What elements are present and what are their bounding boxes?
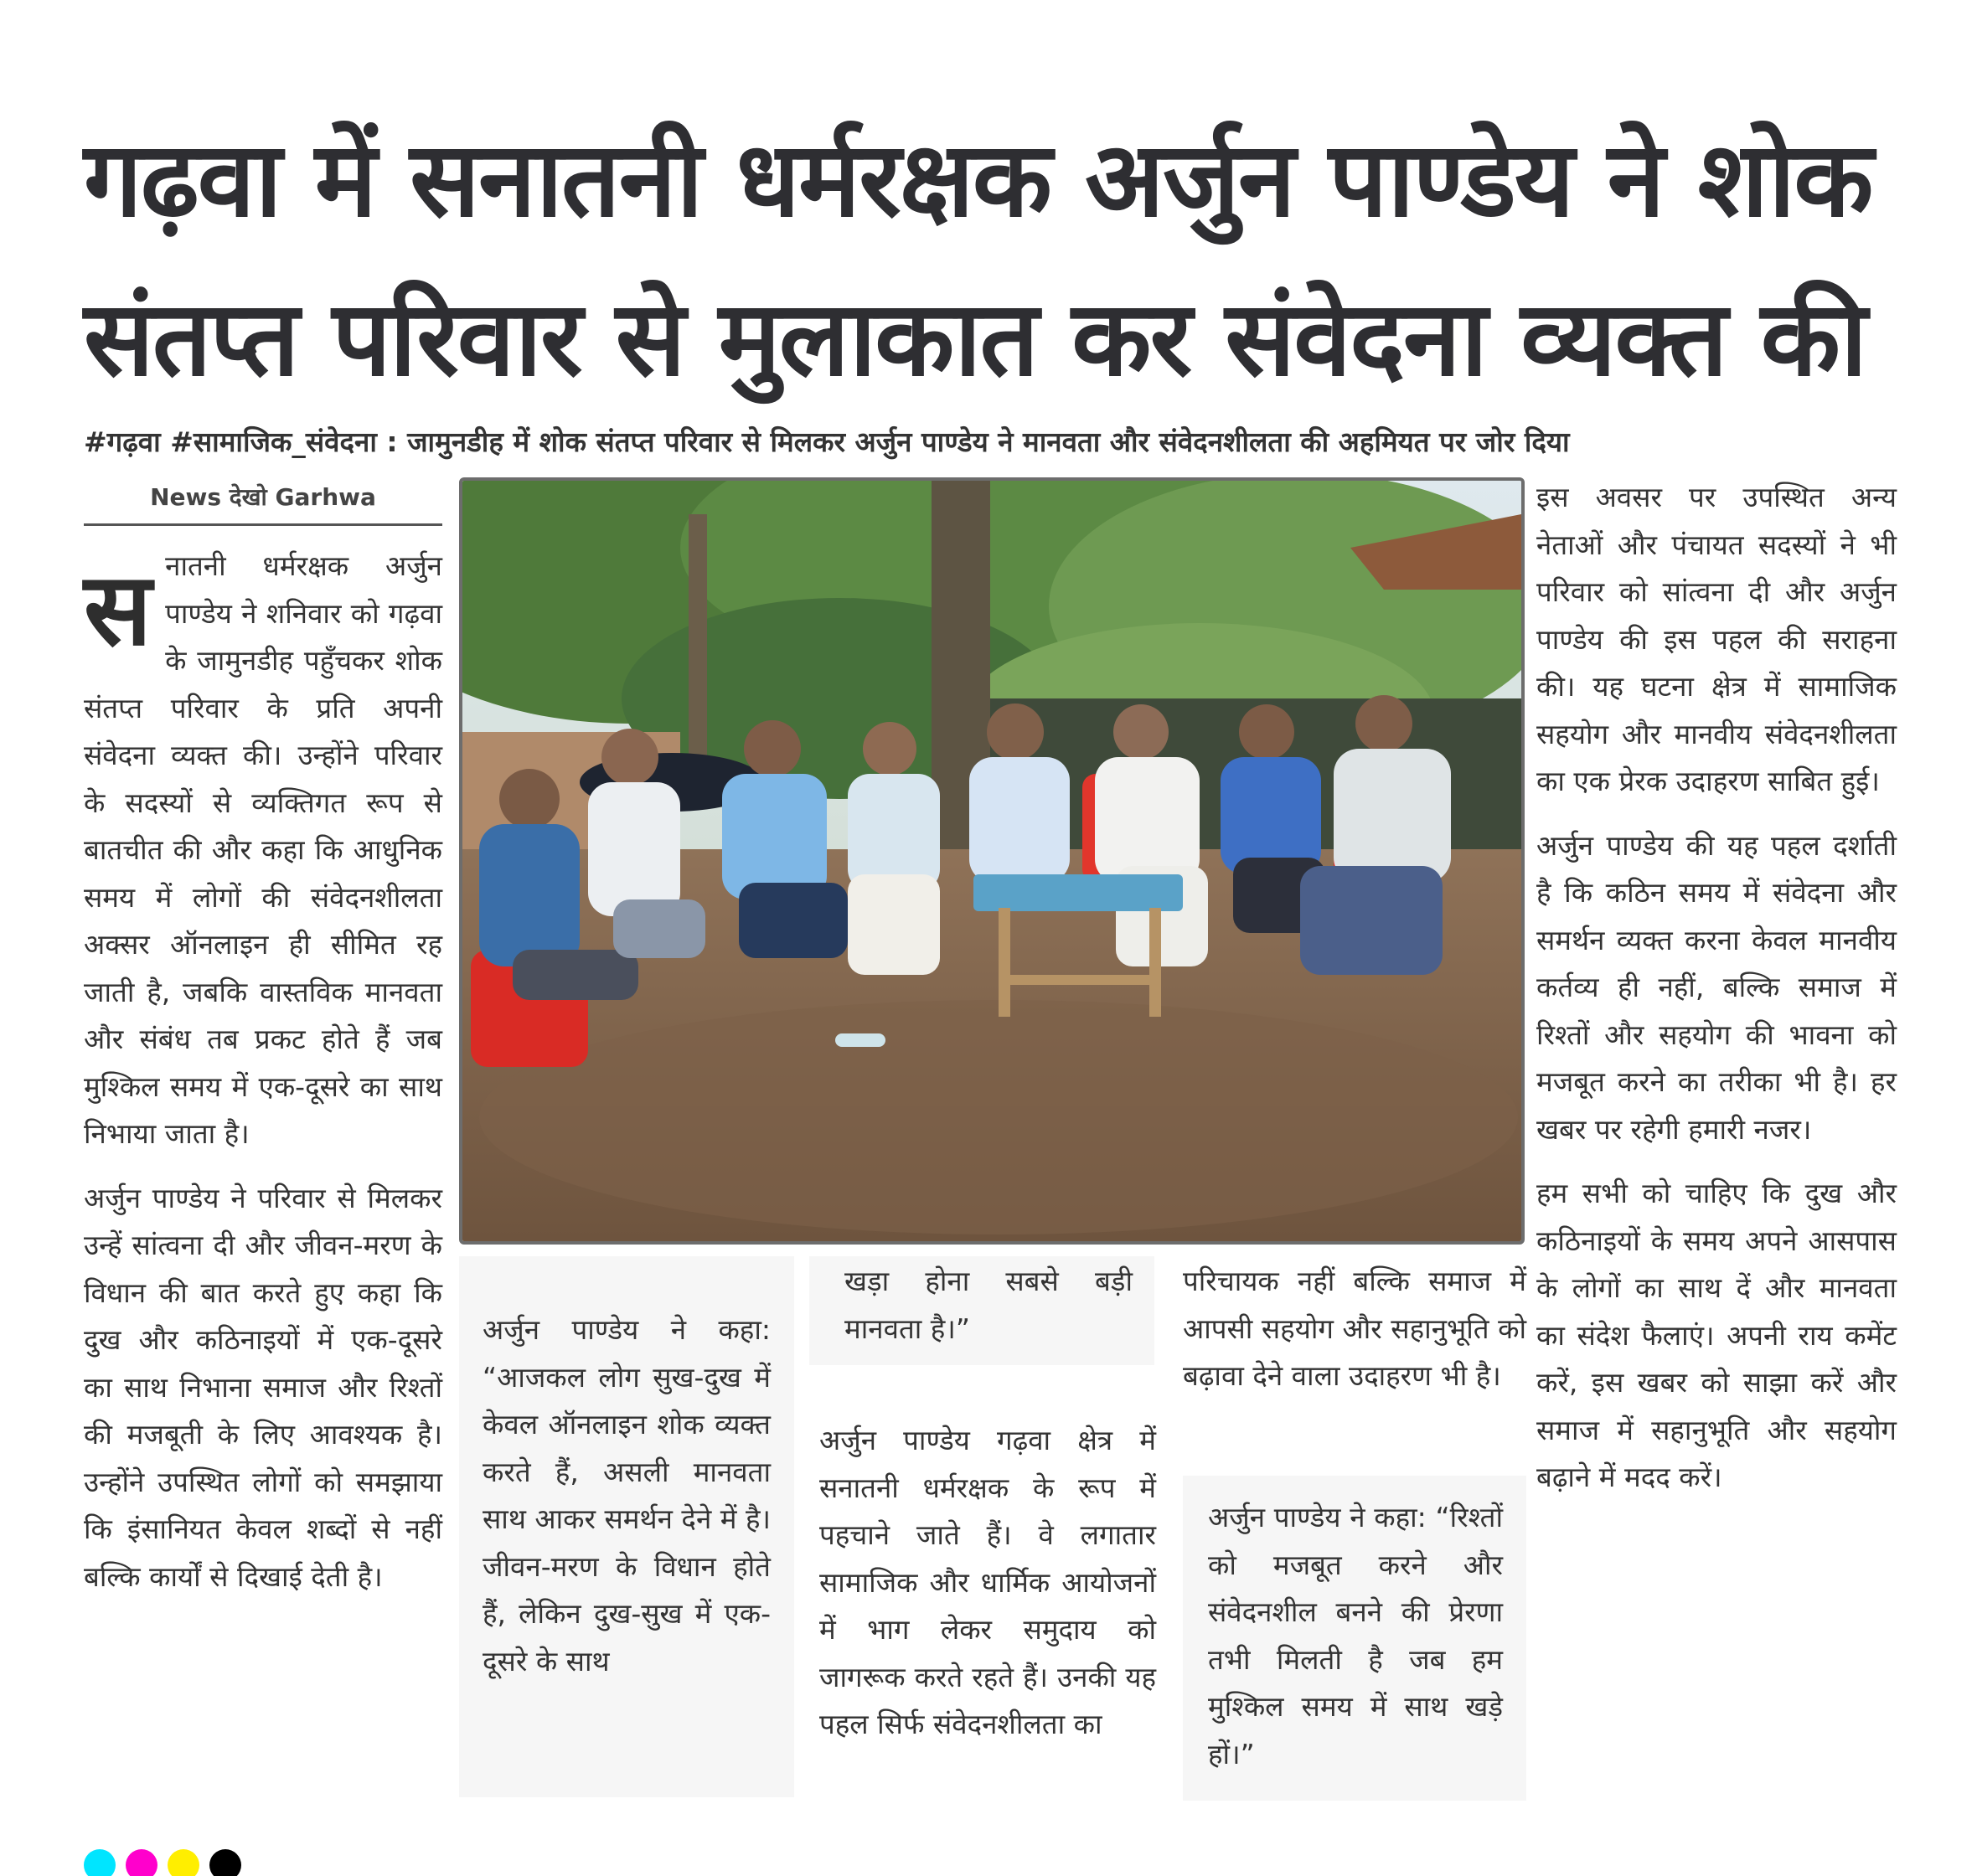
paragraph-5: इस अवसर पर उपस्थित अन्य नेताओं और पंचायत सदस्यों ने भी परिवार को सांत्वना दी और अर्जुन पाण्डेय की इस पहल की सराहना की। यह घटना क्षेत्र में सामाजिक सहयोग और मानवीय संवेदनशीलता का एक प्रेरक उदाहरण साबित हुई।	[1536, 481, 1897, 797]
paragraph-4: परिचायक नहीं बल्कि समाज में आपसी सहयोग और सहानुभूति को बढ़ावा देने वाला उदाहरण भी है।	[1183, 1265, 1526, 1392]
magenta-dot	[126, 1849, 157, 1876]
headline-line-1: गढ़वा में सनातनी धर्मरक्षक अर्जुन पाण्डेय ने शोक	[84, 120, 1872, 240]
paragraph-6: अर्जुन पाण्डेय की यह पहल दर्शाती है कि कठिन समय में संवेदना और समर्थन व्यक्त करना केवल मानवीय कर्तव्य ही नहीं, बल्कि समाज में रिश्तों और सहयोग की भावना को मजबूत करने का तरीका भी है। हर खबर पर रहेगी हमारी नजर।	[1536, 828, 1897, 1146]
photo-illustration	[462, 481, 1521, 1241]
cyan-dot	[84, 1849, 116, 1876]
quote-1: अर्जुन पाण्डेय ने कहा: “आजकल लोग सुख-दुख में केवल ऑनलाइन शोक व्यक्त करते हैं, असली मानवता साथ आकर समर्थन देने में है। जीवन-मरण के विधान होते हैं, लेकिन दुख-सुख में एक-दूसरे के साथ	[483, 1313, 772, 1678]
quote-1-continued: खड़ा होना सबसे बड़ी मानवता है।”	[844, 1265, 1133, 1345]
subheadline: #गढ़वा #सामाजिक_संवेदना : जामुनडीह में शोक संतप्त परिवार से मिलकर अर्जुन पाण्डेय ने मानवता और संवेदनशीलता की अहमियत पर जोर दिया	[84, 425, 1570, 458]
yellow-dot	[168, 1849, 199, 1876]
print-color-marks	[84, 1849, 251, 1876]
column-middle	[819, 1417, 1156, 1765]
headline-line-2: संतप्त परिवार से मुलाकात कर संवेदना व्यक्त की	[84, 279, 1866, 399]
paragraph-7: हम सभी को चाहिए कि दुख और कठिनाइयों के समय अपने आसपास के लोगों का साथ दें और मानवता का संदेश फैलाएं। अपनी राय कमेंट करें, इस खबर को साझा करें और समाज में सहानुभूति और सहयोग बढ़ाने में मदद करें।	[1536, 1177, 1897, 1493]
column-left	[84, 543, 442, 1617]
paragraph-intro	[84, 543, 442, 1158]
quote-2: अर्जुन पाण्डेय ने कहा: “रिश्तों को मजबूत करने और संवेदनशील बनने की प्रेरणा तभी मिलती है जब हम मुश्किल समय में साथ खड़े हों।”	[1208, 1501, 1503, 1770]
dropcap: स	[84, 550, 152, 668]
black-dot	[209, 1849, 241, 1876]
column-middle-right	[1183, 1258, 1526, 1417]
column-right	[1536, 474, 1897, 1518]
headline	[84, 100, 1910, 419]
paragraph-3: अर्जुन पाण्डेय गढ़वा क्षेत्र में सनातनी धर्मरक्षक के रूप में पहचाने जाते हैं। वे लगातार सामाजिक और धार्मिक आयोजनों में भाग लेकर समुदाय को जागरूक करते रहते हैं। उनकी यह पहल सिर्फ संवेदनशीलता का	[819, 1424, 1156, 1740]
article-photo	[459, 477, 1525, 1245]
byline: News देखो Garhwa	[84, 477, 442, 526]
intro-text: नातनी धर्मरक्षक अर्जुन पाण्डेय ने शनिवार को गढ़वा के जामुनडीह पहुँचकर शोक संतप्त परिवार के प्रति अपनी संवेदना व्यक्त की। उन्होंने परिवार के सदस्यों से व्यक्तिगत रूप से बातचीत की और कहा कि आधुनिक समय में लोगों की संवेदनशीलता अक्सर ऑनलाइन ही सीमित रह जाती है, जबकि वास्तविक मानवता और संबंध तब प्रकट होते हैं जब मुश्किल समय में एक-दूसरे का साथ निभाया जाता है।	[84, 549, 442, 1150]
paragraph-2: अर्जुन पाण्डेय ने परिवार से मिलकर उन्हें सांत्वना दी और जीवन-मरण के विधान की बात करते हुए कहा कि दुख और कठिनाइयों में एक-दूसरे का साथ निभाना समाज और रिश्तों की मजबूती के लिए आवश्यक है। उन्होंने उपस्थित लोगों को समझाया कि इंसानियत केवल शब्दों से नहीं बल्कि कार्यों से दिखाई देती है।	[84, 1181, 442, 1593]
